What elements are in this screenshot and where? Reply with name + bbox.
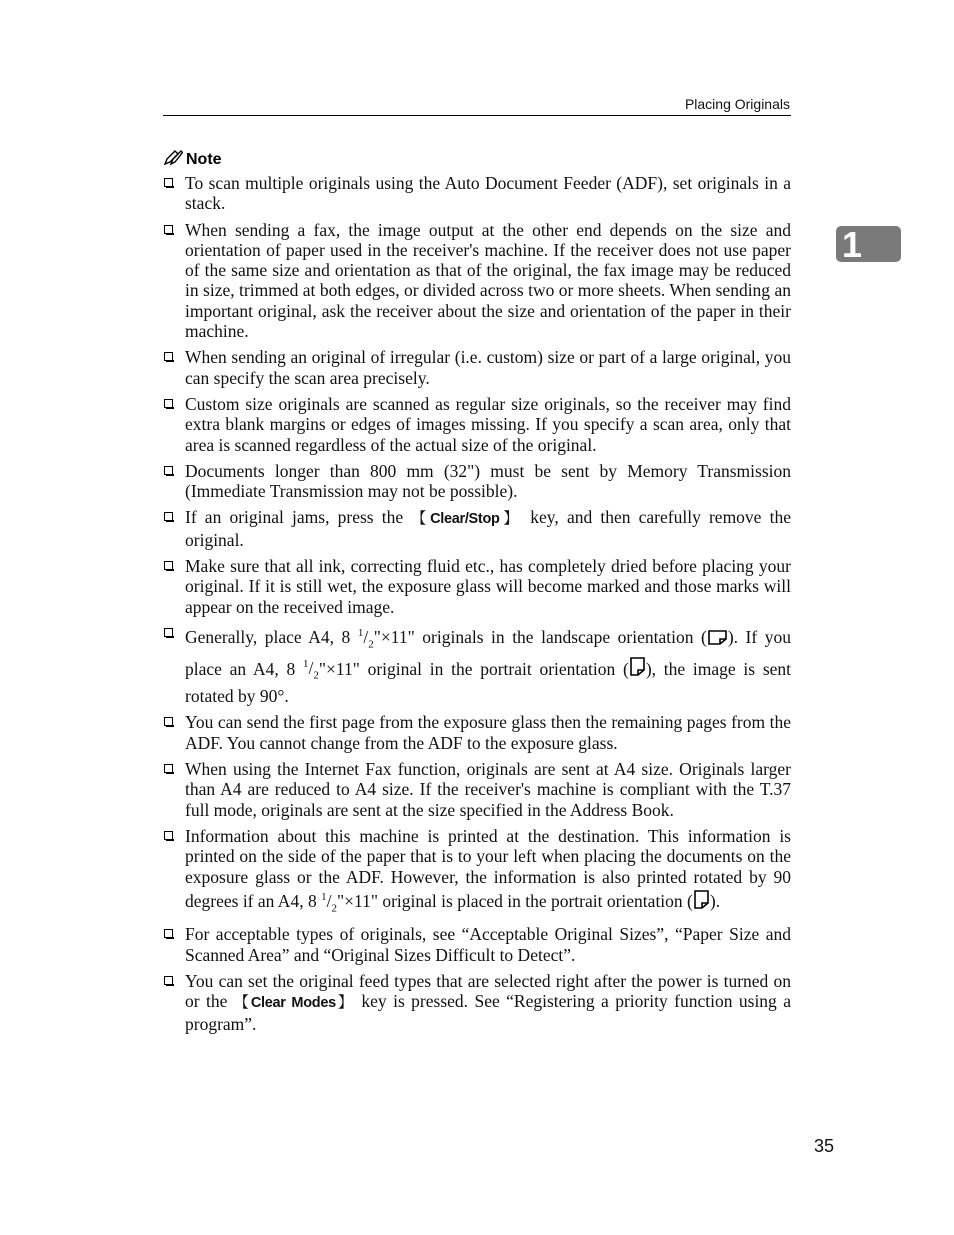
- running-header: Placing Originals: [684, 96, 790, 112]
- clear-stop-key: Clear/Stop: [430, 511, 500, 528]
- list-item: When using the Internet Fax function, originals are sent at A4 size. Originals larger than A4 are reduced to A4 size. If the receiver's machine is compliant with the T.37 full mode, originals are sent at the size specified in the Address Book.: [163, 759, 791, 820]
- list-item: Make sure that all ink, correcting fluid etc., has completely dried before placing your original. If it is still wet, the exposure glass will become marked and those marks will appear on the received image.: [163, 556, 791, 617]
- note-label: Note: [186, 151, 222, 168]
- landscape-orientation-icon: [708, 630, 727, 645]
- note-heading: [163, 150, 222, 169]
- portrait-orientation-icon: [694, 890, 709, 909]
- list-item: Information about this machine is printed at the destination. This information is printed on the side of the paper that is to your left when placing the documents on the exposure glass or the ADF. However, the information is also printed rotated by 90 degrees if an A4, 8 $^1/_2"\times 11$" original is placed in the portrait orientation ( ).: [163, 826, 791, 919]
- checkbox-icon: [164, 764, 173, 773]
- list-item: For acceptable types of originals, see “Acceptable Original Sizes”, “Paper Size and Scanned Area” and “Original Sizes Difficult to Detect”.: [163, 924, 791, 965]
- header-divider: [163, 115, 791, 116]
- list-item: You can send the first page from the exposure glass then the remaining pages from the ADF. You cannot change from the ADF to the exposure glass.: [163, 712, 791, 753]
- list-item: If an original jams, press the 【Clear/Stop】 key, and then carefully remove the original.: [163, 507, 791, 550]
- note-list: [163, 173, 791, 1040]
- fraction: $^1/_2$: [357, 626, 374, 651]
- checkbox-icon: [164, 352, 173, 361]
- checkbox-icon: [164, 717, 173, 726]
- checkbox-icon: [164, 178, 173, 187]
- checkbox-icon: [164, 466, 173, 475]
- portrait-orientation-icon: [630, 657, 645, 676]
- pencil-icon: [163, 150, 183, 166]
- fraction: $^1/_2$: [302, 658, 319, 682]
- checkbox-icon: [164, 976, 173, 985]
- checkbox-icon: [164, 561, 173, 570]
- list-item: Generally, place A4, 8 $^1/_2"\times 11$" originals in the landscape orientation ( ). If you place an A4, 8 $^1/_2"\times 11$" original in the portrait orientation ( ), the image is sent rotated by 90°.: [163, 623, 791, 707]
- list-item: You can set the original feed types that are selected right after the power is turned on or the 【Clear Modes】 key is pressed. See “Registering a priority function using a program”.: [163, 971, 791, 1034]
- chapter-tab: [836, 224, 901, 265]
- chapter-number: 1: [842, 224, 863, 265]
- clear-modes-key: Clear Modes: [250, 995, 336, 1012]
- list-item: Documents longer than 800 mm (32") must be sent by Memory Transmission (Immediate Transmission may not be possible).: [163, 461, 791, 502]
- checkbox-icon: [164, 225, 173, 234]
- checkbox-icon: [164, 628, 173, 637]
- list-item: When sending a fax, the image output at the other end depends on the size and orientation of paper used in the receiver's machine. If the receiver does not use paper of the same size and orientation as that of the original, the fax image may be reduced in size, trimmed at both edges, or divided across two or more sheets. When sending an important original, ask the receiver about the size and orientation of the paper in their machine.: [163, 220, 791, 342]
- checkbox-icon: [164, 399, 173, 408]
- list-item: When sending an original of irregular (i.e. custom) size or part of a large original, you can specify the scan area precisely.: [163, 347, 791, 388]
- page-number: 35: [814, 1136, 835, 1156]
- checkbox-icon: [164, 929, 173, 938]
- checkbox-icon: [164, 512, 173, 521]
- list-item: Custom size originals are scanned as regular size originals, so the receiver may find extra blank margins or edges of images missing. If you specify a scan area, only that area is scanned regardless of the actual size of the original.: [163, 394, 791, 455]
- checkbox-icon: [164, 831, 173, 840]
- fraction: $^1/_2$: [321, 890, 337, 915]
- list-item: To scan multiple originals using the Auto Document Feeder (ADF), set originals in a stack.: [163, 173, 791, 214]
